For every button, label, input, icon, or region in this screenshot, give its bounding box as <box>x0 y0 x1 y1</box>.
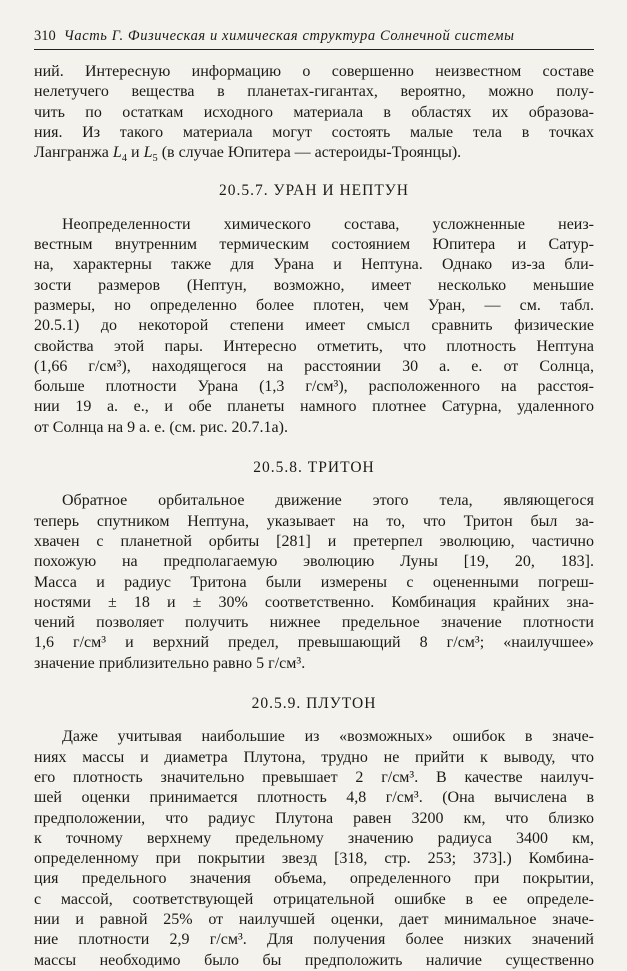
subscript: 4 <box>121 153 128 165</box>
text-line: вестным внутренним термическим состоянием Юпитера и Сатур- <box>34 236 594 254</box>
subscript: 5 <box>152 153 158 165</box>
text-line: ние плотности 2,9 г/см³. Для получения более низких значений <box>34 931 594 949</box>
text-line: массы необходимо было бы предположить наличие существенно <box>34 951 594 969</box>
spacer <box>34 163 594 181</box>
text-fragment: и <box>127 144 144 162</box>
spacer <box>34 714 594 727</box>
text-line: размеры, но определенно более плотен, чем Уран, — см. табл. <box>34 296 594 314</box>
text-line: ниях массы и диаметра Плутона, трудно не прийти к выводу, что <box>34 748 594 766</box>
text-line: Неопределенности химического состава, усложненные неиз- <box>62 215 594 233</box>
symbol-L5: L <box>143 144 153 162</box>
text-line: теперь спутником Нептуна, указывает на то, что Тритон был за- <box>34 512 594 530</box>
text-fragment: Лангранжа <box>34 144 113 162</box>
text-line: похожую на предполагаемую эволюцию Луны [19, 20, 183]. <box>34 553 594 571</box>
spacer <box>34 438 594 458</box>
text-line: (1,66 г/см³), находящегося на расстоянии 30 а. е. от Солнца, <box>34 357 594 375</box>
text-line: ностями ± 18 и ± 30% соответственно. Комбинация крайних зна- <box>34 593 594 611</box>
text-line: с массой, соответствующей отрицательной ошибке в ее определе- <box>34 890 594 908</box>
text-line: чений позволяет получить нижнее предельное значение плотности <box>34 614 594 632</box>
lagrange-line <box>34 143 594 163</box>
text-line: шей оценки принимается плотность 4,8 г/см³. (Она вычислена в <box>34 789 594 807</box>
running-title: Часть Г. Физическая и химическая структура Солнечной системы <box>63 28 515 44</box>
text-line: нии и равной 25% от наилучшей оценки, дает минимальное значе- <box>34 910 594 928</box>
text-line: на, характерны также для Урана и Нептуна. Однако из-за бли- <box>34 256 594 274</box>
section-heading: 20.5.9. ПЛУТОН <box>251 695 377 713</box>
page-number: 310 <box>34 28 56 44</box>
running-head <box>34 27 594 45</box>
text-line: Масса и радиус Тритона были измерены с оцененными погреш- <box>34 573 594 591</box>
text-line: предположении, что радиус Плутона равен 3200 км, что близко <box>34 809 594 827</box>
section-heading: 20.5.7. УРАН И НЕПТУН <box>219 182 409 200</box>
text-line: свойства этой пары. Интересно отметить, что плотность Нептуна <box>34 337 594 355</box>
text-line: 1,6 г/см³ и верхний предел, превышающий 8 г/см³; «наилучшее» <box>34 634 594 652</box>
text-line: от Солнца на 9 а. е. (см. рис. 20.7.1а). <box>34 418 288 436</box>
text-line: нии 19 а. е., и обе планеты намного плотнее Сатурна, удаленного <box>34 398 594 416</box>
header-rule <box>34 49 594 50</box>
text-line: ция предельного значения объема, определенного при покрытии, <box>34 870 594 888</box>
text-line: чить по остаткам исходного материала в областях их образова- <box>34 103 594 121</box>
spacer <box>34 674 594 694</box>
body-text <box>34 62 594 971</box>
section-heading: 20.5.8. ТРИТОН <box>253 459 375 477</box>
spacer <box>34 202 594 215</box>
text-line: его плотность значительно превышает 2 г/см³. В качестве наилуч- <box>34 768 594 786</box>
text-line: Обратное орбитальное движение этого тела, являющегося <box>62 492 594 510</box>
text-line: ния. Из такого материала могут состоять малые тела в точках <box>34 123 594 141</box>
text-line: 20.5.1) до некоторой степени имеет смысл сравнить физические <box>34 317 594 335</box>
text-line: нелетучего вещества в планетах-гигантах, вероятно, можно полу- <box>34 83 594 101</box>
text-line: Даже учитывая наибольшие из «возможных» ошибок в значе- <box>62 728 594 746</box>
text-line: определенному при покрытии звезд [318, стр. 253; 373].) Комбина- <box>34 850 594 868</box>
text-fragment: (в случае Юпитера — астероиды-Троянцы). <box>157 144 462 162</box>
text-line: больше плотности Урана (1,3 г/см³), расположенного на расстоя- <box>34 378 594 396</box>
symbol-L4: L <box>112 144 122 162</box>
text-line: хвачен с планетной орбиты [281] и претерпел эволюцию, частично <box>34 532 594 550</box>
text-line: ний. Интересную информацию о совершенно неизвестном составе <box>34 63 594 80</box>
spacer <box>34 478 594 491</box>
text-line: к точному верхнему предельному значению радиуса 3400 км, <box>34 829 594 847</box>
text-line: значение приблизительно равно 5 г/см³. <box>34 654 306 672</box>
text-line: зости размеров (Нептун, возможно, имеет несколько меньшие <box>34 276 594 294</box>
